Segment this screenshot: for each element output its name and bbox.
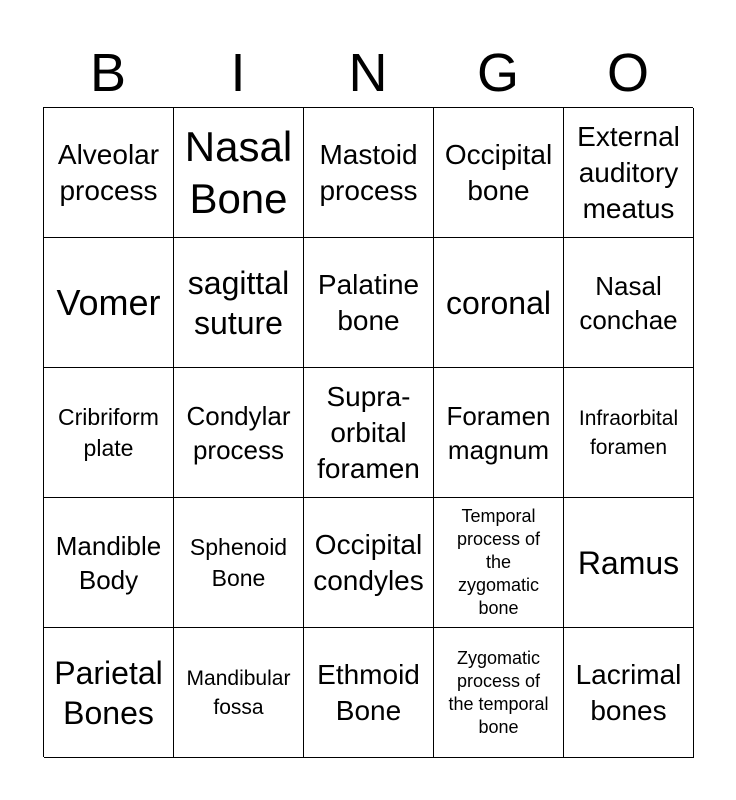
bingo-cell[interactable] [174,368,304,498]
cell-label: Nasal conchae [579,270,678,335]
cell-label: Ramus [577,544,680,581]
bingo-cell[interactable] [434,368,564,498]
bingo-cell[interactable] [304,498,434,628]
cell-label: Parietal Bones [54,654,163,731]
header-letter-n: N [348,43,388,103]
bingo-cell[interactable] [564,238,694,368]
cell-label: External auditory meatus [577,120,680,224]
bingo-cell[interactable] [44,628,174,758]
bingo-cell[interactable] [44,498,174,628]
bingo-cell[interactable] [304,108,434,238]
bingo-cell[interactable] [174,108,304,238]
cell-label: coronal [446,284,551,321]
cell-label: Zygomatic process of the temporal bone [448,647,549,737]
cell-label: Mandible Body [55,530,162,595]
bingo-cell[interactable] [564,628,694,758]
cell-label: Foramen magnum [446,400,551,465]
header-letter-b: B [89,43,127,103]
header-letter-g: G [476,43,519,103]
cell-label: Infraorbital foramen [578,406,679,459]
bingo-cell[interactable] [434,498,564,628]
bingo-cell[interactable] [44,368,174,498]
bingo-header [43,40,693,106]
bingo-cell[interactable] [44,108,174,238]
header-letter-o: O [606,43,649,103]
bingo-cell[interactable] [564,498,694,628]
bingo-cell[interactable] [174,238,304,368]
header-letter-i: I [230,43,246,103]
cell-label: Vomer [56,281,161,323]
bingo-cell[interactable] [304,628,434,758]
bingo-cell[interactable] [434,108,564,238]
bingo-cell[interactable] [44,238,174,368]
cell-label: sagittal suture [187,264,290,341]
cell-label: Nasal Bone [184,122,293,222]
cell-label: Temporal process of the zygomatic bone [456,506,541,618]
cell-label: Alveolar process [57,138,160,206]
bingo-cell[interactable] [564,368,694,498]
bingo-board [43,107,693,757]
cell-label: Mastoid process [319,138,418,206]
cell-label: Mandibular fossa [186,666,291,719]
bingo-cell[interactable] [174,628,304,758]
bingo-cell[interactable] [304,368,434,498]
bingo-cell[interactable] [434,238,564,368]
cell-label: Palatine bone [317,268,420,336]
cell-label: Sphenoid Bone [189,533,288,591]
bingo-cell[interactable] [304,238,434,368]
cell-label: Ethmoid Bone [317,658,420,726]
cell-label: Cribriform plate [58,403,159,461]
bingo-cell[interactable] [564,108,694,238]
bingo-cell[interactable] [174,498,304,628]
cell-label: Supra- orbital foramen [317,380,420,484]
cell-label: Occipital condyles [313,528,424,596]
cell-label: Occipital bone [444,138,553,206]
cell-label: Lacrimal bones [575,658,682,726]
cell-label: Condylar process [186,400,291,465]
bingo-cell[interactable] [434,628,564,758]
